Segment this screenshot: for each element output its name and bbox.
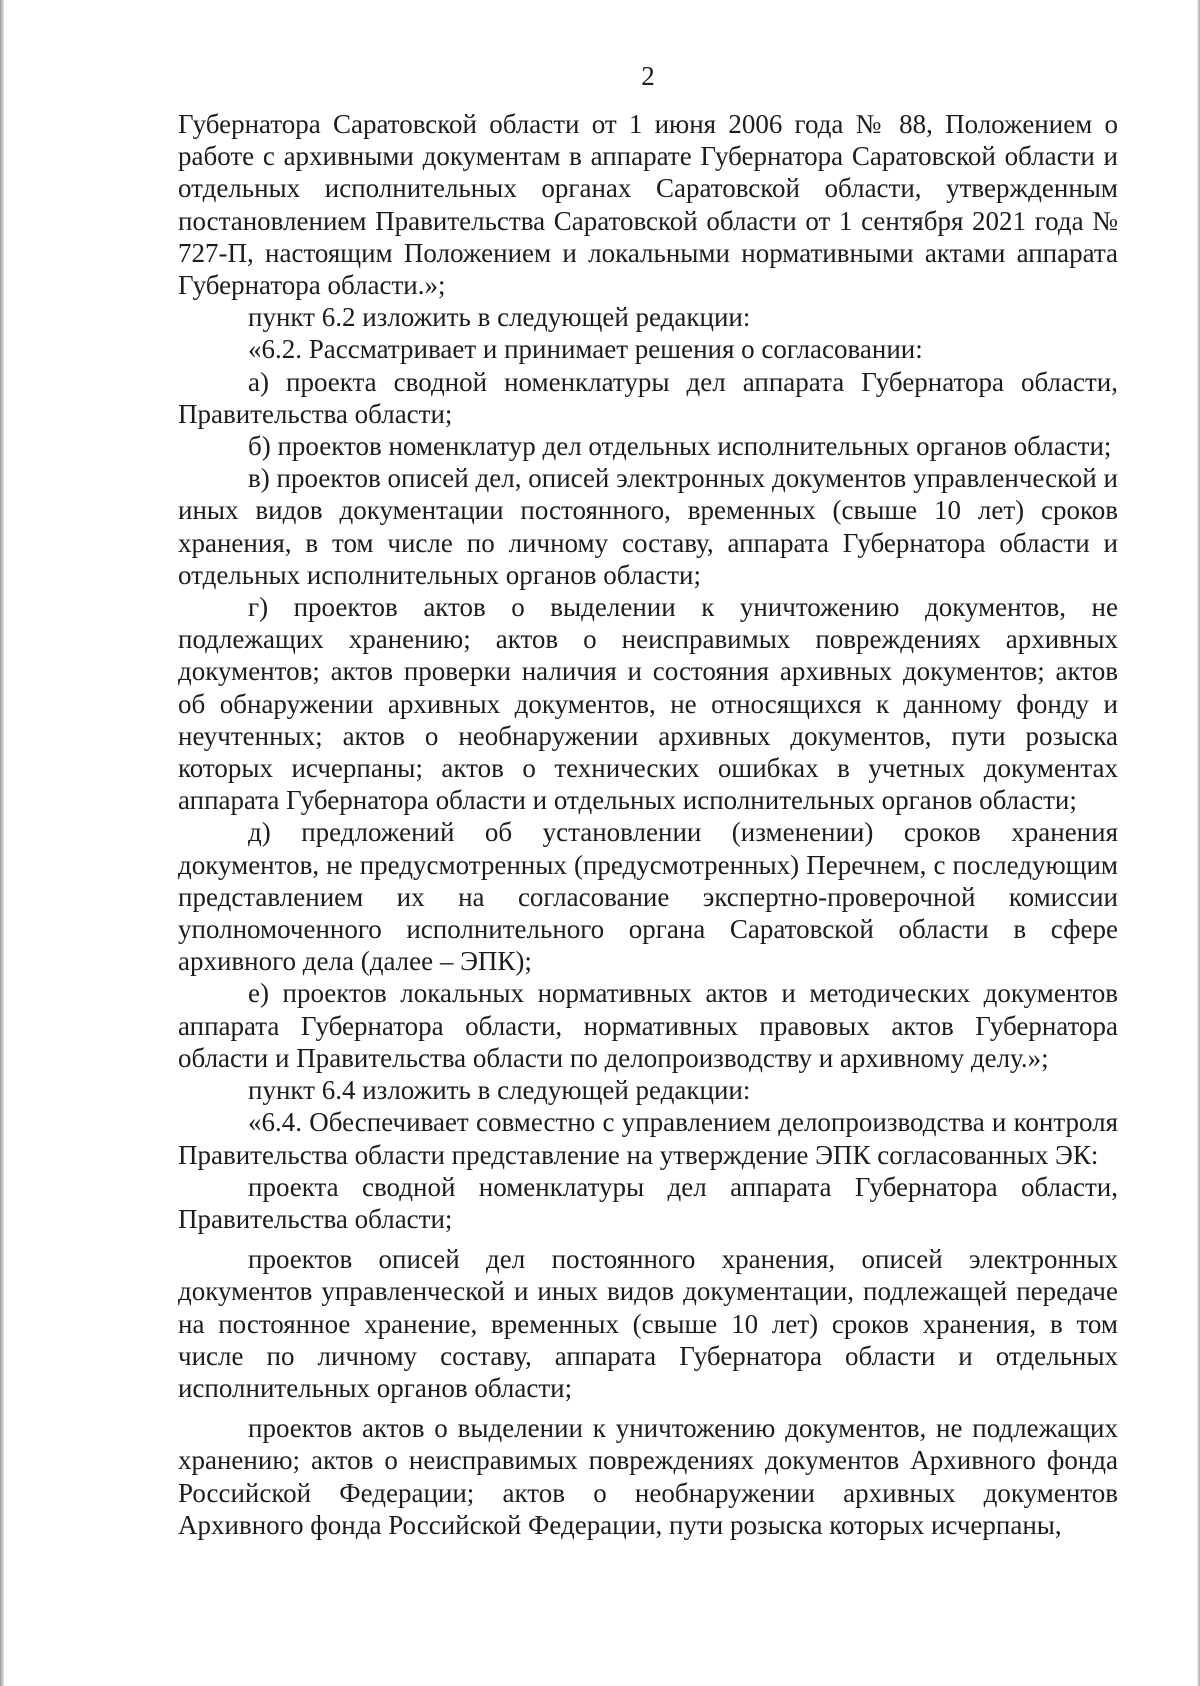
paragraph-6-2-d: д) предложений об установлении (изменении) сроков хранения документов, не предусмотренных (предусмотренных) Перечнем, с последующим представлением их на согласование экспертно-проверочной комиссии уполномоченного исполнительного органа Саратовской области в сфере архивного дела (далее – ЭПК); [178,817,1118,977]
paragraph-amend-6-4: пункт 6.4 изложить в следующей редакции: [248,1075,751,1106]
paragraph-6-2-heading: «6.2. Рассматривает и принимает решения о согласовании: [248,334,923,365]
paragraph-amend-6-2: пункт 6.2 изложить в следующей редакции: [248,302,751,333]
paragraph-6-2-b: б) проектов номенклатур дел отдельных исполнительных органов области; [248,431,1112,462]
paragraph-6-4-heading: «6.4. Обеспечивает совместно с управлением делопроизводства и контроля Правительства области представление на утверждение ЭПК согласованных ЭК: [178,1107,1118,1170]
paragraph-6-4-item-2: проектов описей дел постоянного хранения, описей электронных документов управленческой и иных видов документации, подлежащей передаче на постоянное хранение, временных (свыше 10 лет) сроков хранения, в том числе по личному составу, аппарата Губернатора области и отдельных исполнительных органов области; [178,1244,1118,1403]
paragraph-6-4-item-1: проекта сводной номенклатуры дел аппарата Губернатора области, Правительства области; [178,1171,1118,1234]
page-number: 2 [641,61,655,91]
paragraph-continuation: Губернатора Саратовской области от 1 июня 2006 года № 88, Положением о работе с архивными документам в аппарате Губернатора Саратовской области и отдельных исполнительных органах Саратовской области, утвержденным постановлением Правительства Саратовской области от 1 сентября 2021 года № 727-П, настоящим Положением и локальными нормативными актами аппарата Губернатора области.»; [178,109,1118,301]
scan-edge-left [0,0,4,1686]
paragraph-6-2-v: в) проектов описей дел, описей электронных документов управленческой и иных видов документации постоянного, временных (свыше 10 лет) сроков хранения, в том числе по личному составу, аппарата Губернатора области и отдельных исполнительных органов области; [178,463,1118,590]
paragraph-6-2-a: а) проекта сводной номенклатуры дел аппарата Губернатора области, Правительства области; [178,366,1118,429]
document-page [178,0,1118,1541]
paragraph-6-2-e: е) проектов локальных нормативных актов и методических документов аппарата Губернатора области, нормативных правовых актов Губернатора области и Правительства области по делопроизводству и архивному делу.»; [178,978,1118,1073]
paragraph-6-4-item-3: проектов актов о выделении к уничтожению документов, не подлежащих хранению; актов о неисправимых повреждениях документов Архивного фонда Российской Федерации; актов о необнаружении архивных документов Архивного фонда Российской Федерации, пути розыска которых исчерпаны, [178,1413,1118,1540]
paragraph-6-2-g: г) проектов актов о выделении к уничтожению документов, не подлежащих хранению; актов о неисправимых повреждениях архивных документов; актов проверки наличия и состояния архивных документов; актов об обнаружении архивных документов, не относящихся к данному фонду и неучтенных; актов о необнаружении архивных документов, пути розыска которых исчерпаны; актов о технических ошибках в учетных документах аппарата Губернатора области и отдельных исполнительных органов области; [178,592,1118,816]
